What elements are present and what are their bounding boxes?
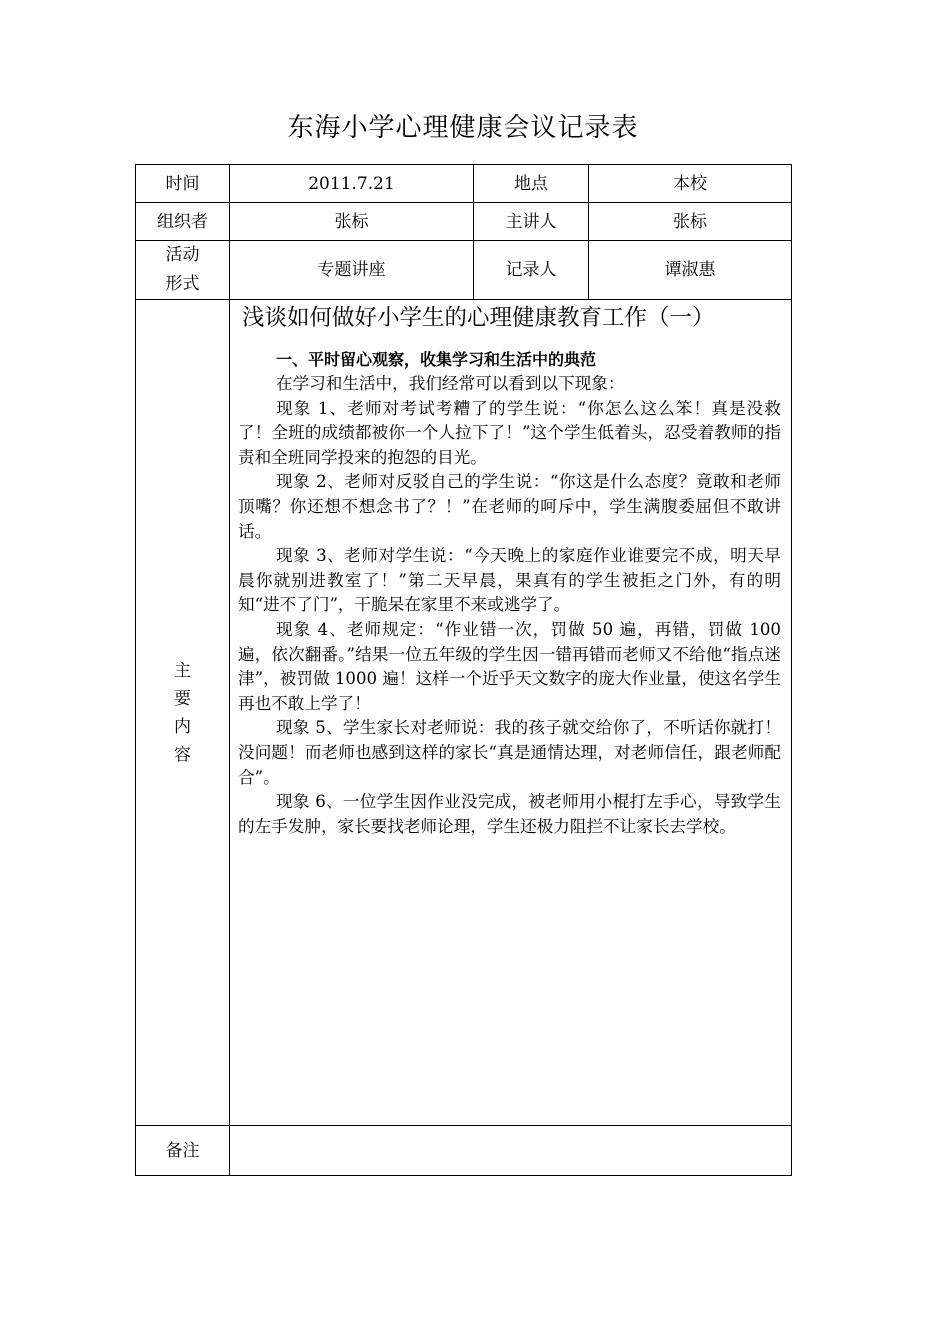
activity-label-cell <box>136 241 230 300</box>
row-notes <box>136 1126 792 1176</box>
content-paragraph: 现象 3、老师对学生说：“今天晚上的家庭作业谁要完不成，明天早晨你就别进教室了！”第二天早晨，果真有的学生被拒之门外，有的明知“进不了门”，干脆呆在家里不来或逃学了。 <box>238 546 781 615</box>
content-paragraph: 现象 1、老师对考试考糟了的学生说：“你怎么这么笨！真是没救了！全班的成绩都被你一个人拉下了！”这个学生低着头，忍受着教师的指责和全班同学投来的抱怨的目光。 <box>238 398 781 467</box>
main-label-char: 容 <box>174 744 191 765</box>
organizer-label: 组织者 <box>136 203 230 241</box>
main-content-label <box>136 300 230 1126</box>
speaker-value: 张标 <box>589 203 792 241</box>
recorder-label: 记录人 <box>474 241 589 300</box>
organizer-value: 张标 <box>230 203 474 241</box>
recorder-value: 谭淑惠 <box>589 241 792 300</box>
row-activity-recorder <box>136 241 792 300</box>
activity-label-line1: 活动 <box>165 245 200 265</box>
meeting-record-table <box>135 164 792 1176</box>
main-label-char: 要 <box>174 688 191 709</box>
notes-label: 备注 <box>136 1126 230 1176</box>
activity-value: 专题讲座 <box>230 241 474 300</box>
time-label: 时间 <box>136 165 230 203</box>
section-heading: 一、平时留心观察，收集学习和生活中的典范 <box>276 350 597 369</box>
content-paragraph: 现象 4、老师规定：“作业错一次，罚做 50 遍，再错，罚做 100 遍，依次翻番。”结果一位五年级的学生因一错再错而老师又不给他“指点迷津”，被罚做 1000 遍！这样一个近乎天文数字的庞大作业量，使这名学生再也不敢上学了！ <box>238 619 781 713</box>
row-organizer-speaker <box>136 203 792 241</box>
time-value: 2011.7.21 <box>230 165 474 203</box>
place-label: 地点 <box>474 165 589 203</box>
content-paragraph: 在学习和生活中，我们经常可以看到以下现象： <box>276 374 625 393</box>
speaker-label: 主讲人 <box>474 203 589 241</box>
row-time-place <box>136 165 792 203</box>
content-paragraph: 现象 5、学生家长对老师说：我的孩子就交给你了，不听话你就打！没问题！而老师也感到这样的家长“真是通情达理，对老师信任，跟老师配合”。 <box>238 718 781 787</box>
main-content-body <box>230 300 792 1126</box>
document-title: 东海小学心理健康会议记录表 <box>287 113 639 143</box>
main-label-char: 内 <box>174 716 191 737</box>
row-main-content <box>136 300 792 1126</box>
content-paragraph: 现象 6、一位学生因作业没完成，被老师用小棍打左手心，导致学生的左手发肿，家长要找老师论理，学生还极力阻拦不让家长去学校。 <box>238 792 781 836</box>
content-paragraph: 现象 2、老师对反驳自己的学生说：“你这是什么态度？竟敢和老师顶嘴？你还想不想念书了？！”在老师的呵斥中，学生满腹委屈但不敢讲话。 <box>238 472 781 541</box>
notes-value <box>230 1126 792 1176</box>
place-value: 本校 <box>589 165 792 203</box>
content-title: 浅谈如何做好小学生的心理健康教育工作（一） <box>242 305 715 331</box>
activity-label-line2: 形式 <box>165 274 200 294</box>
main-label-char: 主 <box>174 660 191 681</box>
